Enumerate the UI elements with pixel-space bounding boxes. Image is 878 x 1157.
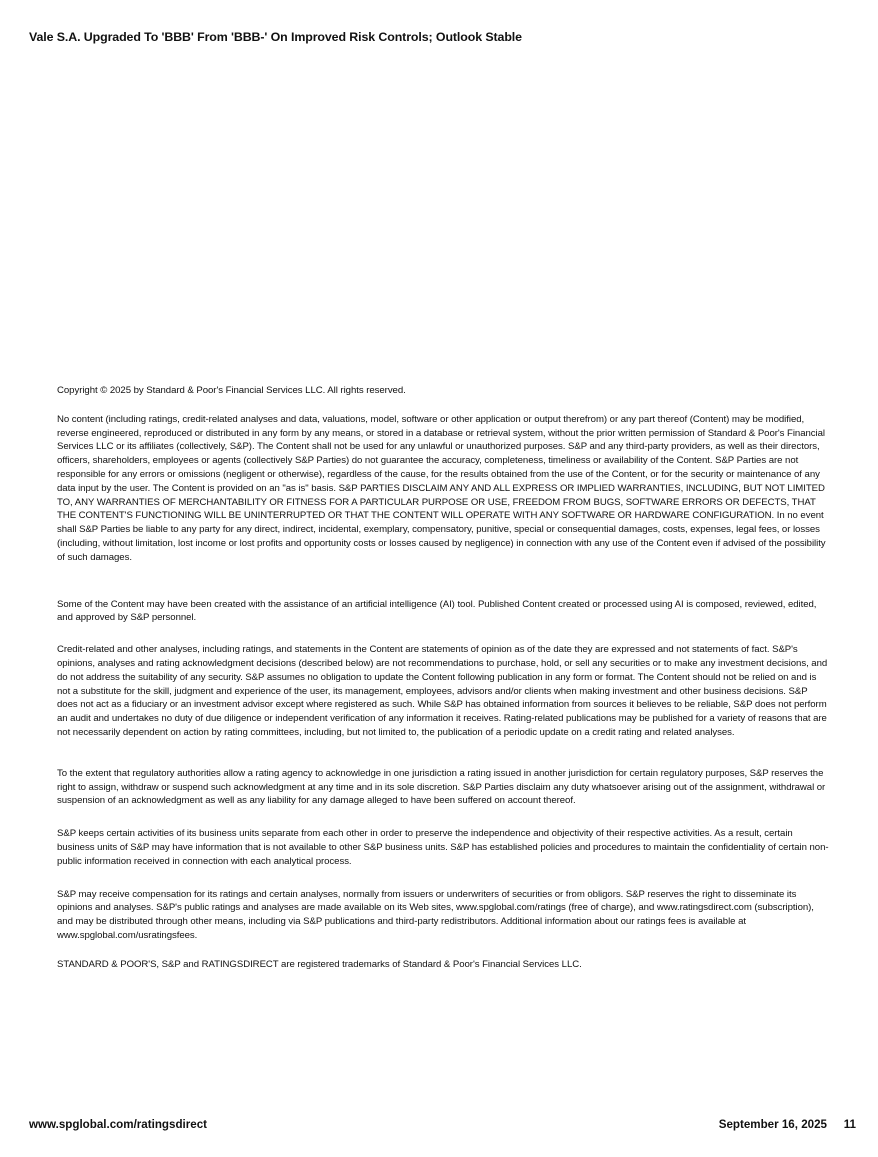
page-number: 11: [843, 1118, 856, 1131]
page-title: Vale S.A. Upgraded To 'BBB' From 'BBB-' On Improved Risk Controls; Outlook Stable: [29, 30, 522, 44]
credit-analysis-paragraph: Credit-related and other analyses, including ratings, and statements in the Content are statements of opinion as of the date they are expressed and not statements of fact. S&P's opinions, analyses and rating acknowledgment decisions (described below) are not recommendations to purchase, hold, or sell any securities or to make any investment decisions, and do not address the suitability of any security. S&P assumes no obligation to update the Content following publication in any form or format. The Content should not be relied on and is not a substitute for the skill, judgment and experience of the user, its management, employees, advisors and/or clients when making investment and other business decisions. S&P does not act as a fiduciary or an investment advisor except where registered as such. While S&P has obtained information from sources it believes to be reliable, S&P does not perform an audit and undertakes no duty of due diligence or independent verification of any information it receives. Rating-related publications may be published for a variety of reasons that are not necessarily dependent on action by rating committees, including, but not limited to, the publication of a periodic update on a credit rating and related analyses.: [57, 644, 828, 738]
business-separation-paragraph: S&P keeps certain activities of its business units separate from each other in order to preserve the independence and objectivity of their respective activities. As a result, certain business units of S&P may have information that is not available to other S&P business units. S&P has established policies and procedures to maintain the confidentiality of certain non-public information received in connection with each analytical process.: [57, 828, 829, 867]
ai-disclosure-paragraph: Some of the Content may have been created with the assistance of an artificial intelligence (AI) tool. Published Content created or processed using AI is composed, reviewed, edited, and approved by S&P personnel.: [57, 598, 817, 624]
footer-date: September 16, 2025: [718, 1118, 827, 1131]
regulatory-paragraph: To the extent that regulatory authorities allow a rating agency to acknowledge in one jurisdiction a rating issued in another jurisdiction for certain regulatory purposes, S&P reserves the right to assign, withdraw or suspend such acknowledgment at any time and in its sole discretion. S&P Parties disclaim any duty whatsoever arising out of the assignment, withdrawal or suspension of an acknowledgment as well as any liability for any damage alleged to have been suffered on account thereof.: [57, 767, 826, 807]
disclaimer-section: [57, 384, 829, 972]
footer-url: www.spglobal.com/ratingsdirect: [29, 1118, 208, 1131]
compensation-paragraph: S&P may receive compensation for its ratings and certain analyses, normally from issuers or underwriters of securities or from obligors. S&P reserves the right to disseminate its opinions and analyses. S&P's public ratings and analyses are made available on its Web sites, www.spglobal.com/ratings (free of charge), and www.ratingsdirect.com (subscription), and may be distributed through other means, including via S&P publications and third-party redistributors. Additional information about our ratings fees is available at www.spglobal.com/usratingsfees.: [57, 888, 814, 941]
copyright-notice: Copyright © 2025 by Standard & Poor's Financial Services LLC. All rights reserved.: [57, 385, 406, 396]
legal-disclaimer-paragraph: No content (including ratings, credit-related analyses and data, valuations, model, software or other application or output therefrom) or any part thereof (Content) may be modified, reverse engineered, reproduced or distributed in any form by any means, or stored in a database or retrieval system, without the prior written permission of Standard & Poor's Financial Services LLC or its affiliates (collectively, S&P). The Content shall not be used for any unlawful or unauthorized purposes. S&P and any third-party providers, as well as their directors, officers, shareholders, employees or agents (collectively S&P Parties) do not guarantee the accuracy, completeness, timeliness or availability of the Content. S&P Parties are not responsible for any errors or omissions (negligent or otherwise), regardless of the cause, for the results obtained from the use of the Content, or for the security or maintenance of any data input by the user. The Content is provided on an "as is" basis. S&P PARTIES DISCLAIM ANY AND ALL EXPRESS OR IMPLIED WARRANTIES, INCLUDING, BUT NOT LIMITED TO, ANY WARRANTIES OF MERCHANTABILITY OR FITNESS FOR A PARTICULAR PURPOSE OR USE, FREEDOM FROM BUGS, SOFTWARE ERRORS OR DEFECTS, THAT THE CONTENT'S FUNCTIONING WILL BE UNINTERRUPTED OR THAT THE CONTENT WILL OPERATE WITH ANY SOFTWARE OR HARDWARE CONFIGURATION. In no event shall S&P Parties be liable to any party for any direct, indirect, incidental, exemplary, compensatory, punitive, special or consequential damages, costs, expenses, legal fees, or losses (including, without limitation, lost income or lost profits and opportunity costs or losses caused by negligence) in connection with any use of the Content even if advised of the possibility of such damages.: [57, 413, 826, 563]
trademarks-paragraph: STANDARD & POOR'S, S&P and RATINGSDIRECT are registered trademarks of Standard & Poor's Financial Services LLC.: [57, 958, 582, 970]
